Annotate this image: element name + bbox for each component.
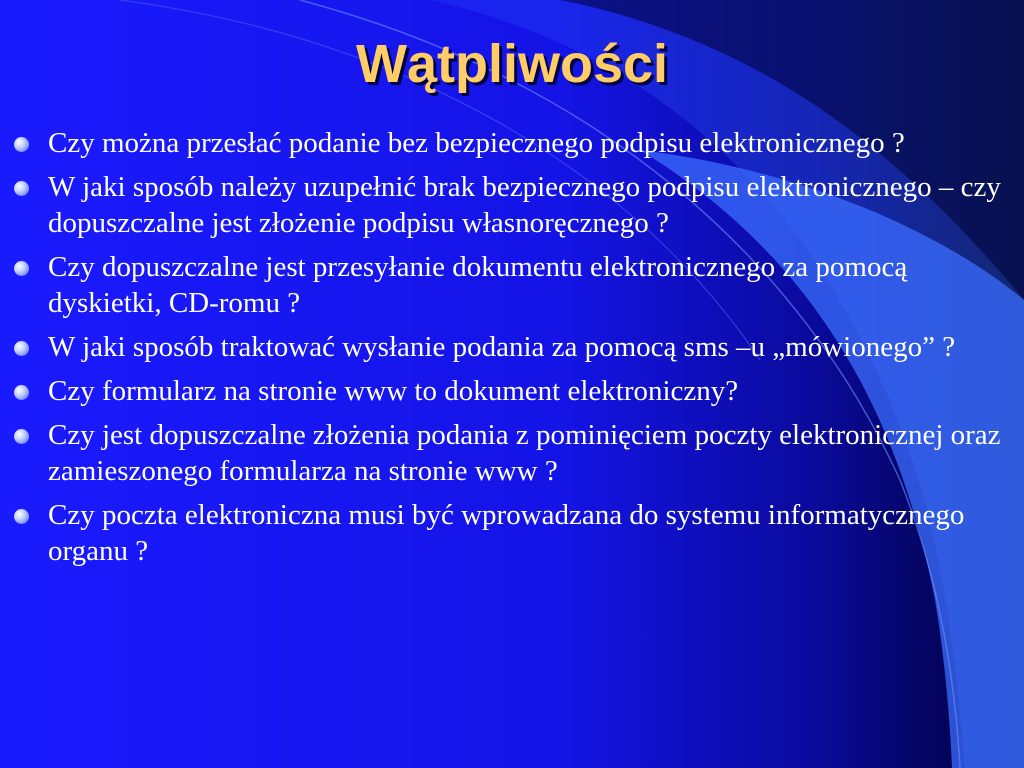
bullet-item (14, 329, 1004, 365)
bullet-item (14, 373, 1004, 409)
bullet-dot-icon (14, 429, 29, 444)
bullet-dot-icon (14, 261, 29, 276)
bullet-item (14, 125, 1004, 161)
bullet-item (14, 249, 1004, 321)
bullet-dot-icon (14, 137, 29, 152)
bullet-dot-icon (14, 181, 29, 196)
bullet-item (14, 169, 1004, 241)
bullet-text: Czy formularz na stronie www to dokument elektroniczny? (48, 375, 739, 407)
bullet-dot-icon (14, 385, 29, 400)
bullet-dot-icon (14, 341, 29, 356)
bullet-item (14, 417, 1004, 489)
bullet-item (14, 497, 1004, 569)
bullet-text: W jaki sposób należy uzupełnić brak bezpiecznego podpisu elektronicznego – czy dopuszczalne jest złożenie podpisu własnoręcznego ? (48, 171, 1001, 239)
bullet-dot-icon (14, 509, 29, 524)
bullet-text: Czy dopuszczalne jest przesyłanie dokumentu elektronicznego za pomocą dyskietki, CD-romu ? (48, 251, 908, 319)
slide-title: Wątpliwości (355, 34, 669, 94)
bullet-text: Czy jest dopuszczalne złożenia podania z pominięciem poczty elektronicznej oraz zamieszonego formularza na stronie www ? (48, 419, 1001, 487)
bullet-list (14, 125, 1004, 577)
bullet-text: Czy poczta elektroniczna musi być wprowadzana do systemu informatycznego organu ? (48, 499, 965, 567)
bullet-text: W jaki sposób traktować wysłanie podania za pomocą sms –u „mówionego” ? (48, 331, 956, 363)
bullet-text: Czy można przesłać podanie bez bezpiecznego podpisu elektronicznego ? (48, 127, 905, 159)
